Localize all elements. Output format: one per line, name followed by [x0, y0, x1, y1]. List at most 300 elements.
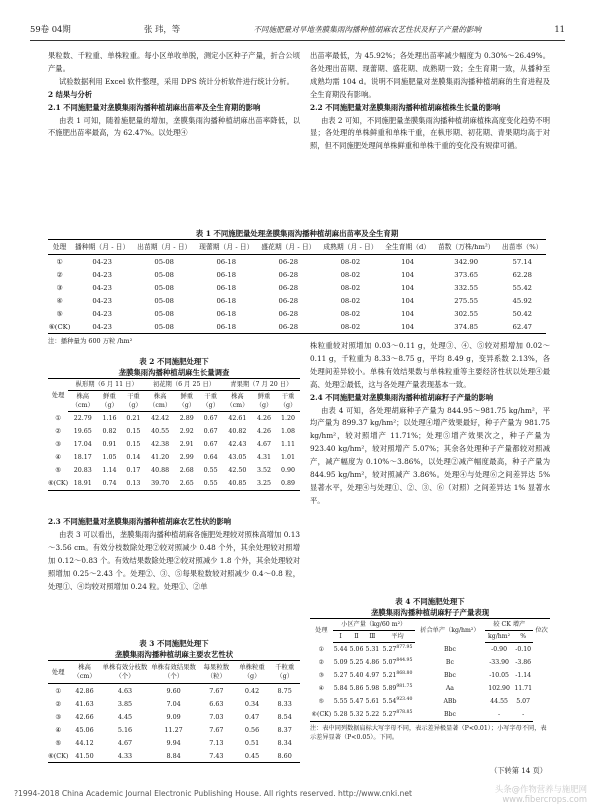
table-cell: 06-18 — [195, 320, 257, 334]
table-cell: 62.28 — [512, 270, 532, 279]
table-cell: ④ — [55, 725, 62, 734]
table-row — [310, 656, 550, 669]
watermark-line: 头条@作物营养与施肥网 — [494, 784, 587, 794]
subheader-cell: kg/hm² — [485, 631, 513, 643]
table-cell: 3.85 — [117, 699, 133, 708]
table-row — [48, 307, 546, 320]
table-cell: ⑤ — [56, 309, 63, 318]
header-cell: 播种期（月 - 日） — [71, 240, 133, 255]
table-cell: 4.26 — [257, 415, 272, 422]
table-cell: 0.42 — [244, 686, 260, 695]
table-cell: -10.05 — [489, 672, 509, 679]
running-header — [30, 22, 565, 36]
group-header: 小区产量（kg/60 m²） — [333, 619, 415, 631]
header-cell: 每果粒数（粒） — [198, 661, 235, 684]
table-cell: 4.63 — [117, 686, 133, 695]
table-row — [48, 294, 546, 307]
table-cell: 5.98 — [365, 685, 380, 692]
group-header: 青果期（7 月 20 日） — [223, 379, 300, 391]
paragraph: 由表 4 可知，各处理胡麻种子产量为 844.95～981.75 kg/hm²，平均产量为 899.37 kg/hm²；以处理④增产效果最好，种子产量为 981.75 kg/hm²，较对照增产 11.71%；处理⑤增产效果次之，种子产量为 923.40 kg/hm²，较对照增产 5.07%；其余各处理种子产量都较对照减产，减产幅度为 0.10%～3.86%，以处理②减产幅度最高，种子产量为 844.95 kg/hm²，较对照减产 3.86%。处理④与处理⑥之间差异达 5% 显著水平，处理④与处理①、②、③、⑥（对照）之间差异达 1% 显著水平。 — [310, 405, 550, 505]
table-cell: 0.56 — [244, 725, 260, 734]
table-cell: 7.43 — [198, 749, 235, 763]
table-cell: 5.47 — [349, 698, 364, 705]
table-cell: 9.09 — [166, 712, 181, 721]
table-row — [48, 268, 546, 281]
table-cell: -3.86 — [515, 659, 532, 666]
subheader-cell: % — [513, 631, 533, 643]
table-caption: 表 1 不同施肥量处理垄膜集雨沟播种植胡麻出苗率及全生育期 — [195, 229, 399, 238]
table-cell: 5.55 — [333, 698, 348, 705]
table-2-grid — [48, 378, 300, 491]
right-column-lower — [310, 340, 550, 508]
table-cell: 0.15 — [126, 428, 141, 435]
subheader-cell: Ⅰ — [333, 631, 349, 643]
table-cell: ④ — [318, 685, 325, 692]
table-cell: 2.65 — [175, 477, 199, 491]
significance-letters: 923.40 — [396, 697, 413, 703]
table-cell: 0.82 — [102, 428, 117, 435]
table-row — [48, 736, 300, 749]
yield-value: 5.21 — [382, 672, 397, 680]
header-cell: 盛花期（月 - 日） — [257, 240, 319, 255]
section-2-3 — [48, 516, 300, 593]
table-2 — [48, 356, 300, 491]
table-cell: - — [485, 708, 513, 722]
table-cell: 1.08 — [280, 428, 296, 435]
table-cell: ② — [55, 699, 62, 708]
table-cell: 8.75 — [277, 686, 292, 695]
table-cell: 05-08 — [154, 257, 175, 266]
table-cell: 0.45 — [235, 749, 270, 763]
table-cell: 104 — [401, 257, 415, 266]
subheader-cell: 鲜重（g） — [98, 391, 122, 412]
table-cell: 44.55 — [490, 698, 508, 705]
table-cell: 2.92 — [179, 428, 194, 435]
table-row — [310, 708, 550, 722]
table-row — [310, 682, 550, 695]
subsection-heading: 2.1 不同施肥量对垄膜集雨沟播种植胡麻出苗率及全生育期的影响 — [48, 102, 261, 112]
table-cell: 04-23 — [92, 257, 112, 266]
table-cell: 50.42 — [512, 309, 532, 318]
table-cell: Bbc — [415, 708, 486, 722]
table-cell: 06-18 — [216, 296, 237, 305]
header-cell: 折合单产（kg/hm²） — [415, 619, 486, 643]
table-row — [48, 281, 546, 294]
table-cell: 2.91 — [179, 441, 194, 448]
header-cell: 处理 — [48, 379, 68, 412]
table-3-grid — [48, 660, 300, 763]
table-row — [310, 695, 550, 708]
table-cell: 40.88 — [151, 467, 170, 474]
table-row — [48, 438, 300, 451]
caption-line: 垄膜集雨沟播种植胡麻生长量调查 — [118, 368, 230, 377]
table-cell: 42.42 — [151, 415, 170, 422]
table-cell: 3.25 — [252, 477, 276, 491]
table-3 — [48, 638, 300, 763]
caption-line: 表 2 不同施肥处理下 — [139, 357, 209, 366]
table-cell: ① — [318, 645, 325, 653]
table-cell: 5.16 — [117, 725, 133, 734]
table-cell: 0.89 — [276, 477, 300, 491]
table-cell: 06-28 — [278, 283, 299, 292]
subheader-cell: 干重（g） — [276, 391, 300, 412]
table-cell: 9.94 — [166, 738, 181, 747]
table-cell: 5.09 — [333, 659, 348, 666]
table-cell: 0.64 — [203, 454, 218, 461]
table-cell: 62.47 — [499, 320, 547, 334]
table-cell: 05-08 — [154, 270, 175, 279]
header-cell: 苗数（万株/hm²） — [434, 240, 499, 255]
table-cell: 374.85 — [434, 320, 499, 334]
table-cell: 4.67 — [117, 738, 133, 747]
table-cell: 6.63 — [209, 699, 224, 708]
table-cell: ① — [55, 686, 62, 695]
table-cell: ② — [318, 659, 325, 666]
left-column-top — [48, 50, 300, 140]
table-cell: 5.40 — [349, 672, 364, 679]
table-cell: 44.12 — [75, 738, 94, 747]
table-cell: 04-23 — [71, 320, 133, 334]
table-cell: ① — [55, 414, 61, 422]
header-cell: 出苗率（%） — [499, 240, 547, 255]
table-cell: -0.90 — [491, 646, 508, 653]
table-cell: 40.85 — [223, 477, 252, 491]
header-rule — [30, 40, 565, 41]
table-row — [48, 320, 546, 334]
header-title: 不同施肥量对旱地垄膜集雨沟播种植胡麻农艺性状及籽子产量的影响 — [253, 24, 482, 34]
table-cell: 8.84 — [149, 749, 198, 763]
table-cell — [380, 643, 414, 657]
table-note: 注：表中同列数据肩标大写字母不同，表示差异极显著（P<0.01）；小写字母不同，表示差异显著（P<0.05）。下同。 — [310, 725, 547, 741]
table-cell: ④ — [56, 296, 63, 305]
table-cell: -33.90 — [489, 659, 509, 666]
table-row — [48, 255, 546, 269]
table-cell: 42.66 — [75, 712, 94, 721]
table-cell: 06-28 — [278, 270, 299, 279]
table-cell: -1.14 — [515, 672, 532, 679]
table-cell: Aa — [445, 685, 455, 692]
table-cell: 40.82 — [228, 428, 247, 435]
header-cell: 处理 — [48, 661, 68, 684]
table-cell: 7.13 — [209, 738, 224, 747]
table-cell: 0.21 — [126, 415, 141, 422]
paragraph: 出苗率最低，为 45.92%；各处理出苗率减少幅度为 0.30%～26.49%。各处理出苗期、现蕾期、盛花期、成熟期一致；全生育期一致，从播种至成熟均需 104 d。说明不同施肥量对垄膜集雨沟播种植胡麻的生育进程及全生育期没有影响。 — [310, 51, 550, 99]
subheader-cell: 株高（cm） — [145, 391, 174, 412]
copyright-line: ?1994-2018 China Academic Journal Electronic Publishing House. All rights reserved. http://www.cnki.net — [14, 789, 413, 798]
table-cell: 1.16 — [102, 415, 117, 422]
header-cell: 株高（cm） — [68, 661, 100, 684]
right-column-top — [310, 50, 550, 153]
table-cell — [380, 708, 414, 722]
table-cell: 5.32 — [349, 708, 365, 722]
group-header: 较 CK 增产 — [485, 619, 533, 631]
group-header: 初花期（6 月 25 日） — [145, 379, 222, 391]
table-cell: 04-23 — [92, 270, 112, 279]
table-cell: 11.27 — [164, 725, 183, 734]
yield-value: 5.27 — [382, 711, 397, 719]
caption-line: 表 4 不同施肥处理下 — [395, 597, 465, 606]
table-cell: 1.14 — [102, 467, 117, 474]
table-cell — [380, 682, 414, 695]
table-cell: 0.34 — [244, 699, 260, 708]
table-cell: 41.63 — [75, 699, 94, 708]
subheader-cell: Ⅲ — [364, 631, 380, 643]
table-cell: 5.27 — [333, 672, 348, 679]
table-cell: 104 — [401, 309, 415, 318]
table-cell: 1.01 — [280, 454, 296, 461]
table-cell: 104 — [381, 320, 433, 334]
table-cell: ⑥(CK) — [48, 477, 68, 491]
header-cell: 出苗期（月 - 日） — [133, 240, 195, 255]
table-cell: 08-02 — [319, 320, 381, 334]
section-heading: 2 结果与分析 — [48, 89, 93, 99]
table-cell: 0.13 — [121, 477, 145, 491]
table-cell: ABb — [443, 698, 457, 705]
continued-note: （下转第 14 页） — [490, 766, 547, 775]
table-cell: 39.70 — [145, 477, 174, 491]
table-cell: 19.65 — [73, 428, 92, 435]
table-cell: 06-18 — [216, 309, 237, 318]
table-cell: 0.67 — [203, 441, 218, 448]
table-cell: Bc — [445, 659, 454, 666]
table-cell: 104 — [401, 296, 415, 305]
table-cell: 7.03 — [209, 712, 224, 721]
table-cell: 0.55 — [203, 467, 218, 474]
table-cell: ⑥(CK) — [310, 708, 333, 722]
footer — [0, 786, 595, 808]
subheader-cell: 株高（cm） — [68, 391, 97, 412]
table-cell: Bbc — [443, 672, 456, 679]
paragraph: 由表 3 可以看出，垄膜集雨沟播种植胡麻各施肥处理较对照株高增加 0.13～3.56 cm。有效分枝数除处理②较对照减少 0.48 个外，其余处理较对照增加 0.12～0.83 个。有效结果数除处理②较对照减少 1.8 个外，其余处理较对照增加 0.25～2.43 个。处理②、③、⑤每果粒数较对照减少 0.4～0.8 粒，处理①、④均较对照增加 0.24 粒。处理①、②单 — [48, 529, 300, 591]
table-cell: 55.42 — [512, 283, 532, 292]
table-cell: 04-23 — [92, 309, 112, 318]
table-1 — [48, 228, 546, 345]
table-cell: 08-02 — [340, 309, 361, 318]
table-cell: 0.74 — [98, 477, 122, 491]
table-4 — [310, 596, 550, 742]
table-caption — [48, 356, 300, 378]
table-cell: 0.67 — [203, 415, 218, 422]
table-cell: ③ — [55, 712, 62, 721]
table-cell: 4.33 — [101, 749, 150, 763]
table-cell: 342.90 — [454, 257, 479, 266]
table-cell: 4.26 — [257, 428, 272, 435]
table-cell: 08-02 — [340, 270, 361, 279]
table-cell: 3.52 — [257, 467, 272, 474]
table-cell: 18.91 — [68, 477, 97, 491]
table-cell: 5.61 — [365, 698, 380, 705]
caption-line: 垄膜集雨沟播种植胡麻籽子产量表现 — [370, 608, 490, 617]
table-cell: ② — [55, 428, 61, 435]
table-row — [48, 464, 300, 477]
table-cell: 08-02 — [340, 283, 361, 292]
table-cell: ② — [56, 270, 63, 279]
watermark — [495, 784, 587, 804]
table-cell: 11.71 — [514, 685, 533, 692]
table-row — [48, 425, 300, 438]
significance-letters: 877.95 — [396, 645, 413, 651]
table-row — [48, 451, 300, 464]
header-cell: 单株有效分枝数（个） — [101, 661, 150, 684]
table-caption — [310, 596, 550, 618]
yield-value: 5.89 — [382, 685, 397, 693]
table-cell: 1.05 — [102, 454, 117, 461]
table-cell: 06-28 — [278, 309, 299, 318]
table-cell: 06-28 — [257, 320, 319, 334]
table-cell: 42.38 — [151, 441, 170, 448]
table-cell: 05-08 — [154, 296, 175, 305]
table-row — [310, 643, 550, 657]
table-cell: 5.07 — [516, 698, 531, 705]
table-cell: 8.33 — [277, 699, 292, 708]
table-row — [48, 477, 300, 491]
table-cell: 57.14 — [512, 257, 532, 266]
table-cell: 0.90 — [280, 467, 296, 474]
table-cell: 4.97 — [365, 672, 380, 679]
table-cell: 06-28 — [278, 296, 299, 305]
table-cell: 0.67 — [203, 428, 218, 435]
table-cell: 4.67 — [257, 441, 272, 448]
subheader-cell: 株高（cm） — [223, 391, 252, 412]
table-cell: 332.55 — [454, 283, 479, 292]
group-header: 枞形期（6 月 11 日） — [68, 379, 145, 391]
table-row — [48, 697, 300, 710]
volume-issue: 59卷 04期 — [30, 24, 71, 34]
table-cell: 17.04 — [73, 441, 92, 448]
table-cell — [380, 656, 414, 669]
table-cell: 0.55 — [199, 477, 223, 491]
yield-value: 5.27 — [382, 646, 397, 654]
table-cell: 104 — [401, 283, 415, 292]
table-note: 注：播种量为 600 万粒 /hm² — [48, 337, 133, 345]
table-cell: 9.60 — [166, 686, 181, 695]
table-cell: 06-18 — [216, 257, 237, 266]
header-authors: 张 玮，等 — [143, 24, 181, 34]
table-cell: 102.90 — [488, 685, 510, 692]
table-cell: 1.11 — [280, 441, 296, 448]
table-cell: 0.17 — [126, 467, 141, 474]
table-cell: 5.31 — [365, 646, 380, 653]
table-cell: 1.20 — [280, 415, 296, 422]
table-cell: 08-02 — [340, 296, 361, 305]
yield-value: 5.07 — [382, 659, 397, 667]
table-cell: Bbc — [443, 645, 456, 653]
paragraph: 由表 2 可知，不同施肥量垄膜集雨沟播种植胡麻植株高度变化趋势不明显；各处理的单株鲜重和单株干重，在枞形期、初花期、青果期均高于对照，但不同施肥处理间单株鲜重和单株干重的变化没有规律可循。 — [310, 115, 550, 151]
table-cell: ③ — [55, 441, 61, 448]
table-cell: 05-08 — [133, 320, 195, 334]
table-cell: 0.91 — [102, 441, 117, 448]
table-cell: 302.55 — [454, 309, 479, 318]
table-cell: 06-18 — [216, 270, 237, 279]
table-cell: 0.47 — [244, 712, 260, 721]
table-1-grid — [48, 239, 546, 334]
header-cell: 处理 — [48, 240, 71, 255]
subheader-cell: 鲜重（g） — [175, 391, 199, 412]
table-row — [310, 669, 550, 682]
header-cell: 位次 — [533, 619, 550, 643]
header-cell: 处理 — [310, 619, 333, 643]
table-cell: 04-23 — [92, 296, 112, 305]
table-cell: 06-18 — [216, 283, 237, 292]
table-cell: 42.50 — [228, 467, 247, 474]
header-cell: 成熟期（月 - 日） — [319, 240, 381, 255]
table-cell: 7.67 — [209, 725, 224, 734]
significance-letters: 981.75 — [396, 684, 413, 690]
table-cell: 42.86 — [75, 686, 94, 695]
table-cell: 8.37 — [277, 725, 292, 734]
table-cell: ④ — [55, 454, 61, 461]
table-cell: 373.65 — [454, 270, 479, 279]
subheader-cell: 平均 — [380, 631, 414, 643]
subheader-cell: 鲜重（g） — [252, 391, 276, 412]
table-cell: 7.04 — [166, 699, 181, 708]
table-cell: 5.86 — [349, 685, 364, 692]
table-cell: 40.55 — [151, 428, 170, 435]
table-cell: 2.89 — [179, 415, 194, 422]
table-cell: 2.99 — [179, 454, 194, 461]
table-cell: 0.14 — [126, 454, 141, 461]
header-cell: 全生育期（d） — [381, 240, 433, 255]
table-cell — [380, 695, 414, 708]
header-cell: 单株粒重（g） — [235, 661, 270, 684]
table-cell: 104 — [401, 270, 415, 279]
table-cell: 7.67 — [209, 686, 224, 695]
table-row — [48, 684, 300, 698]
table-cell: 8.34 — [277, 738, 292, 747]
table-cell: 4.45 — [117, 712, 133, 721]
table-cell: 20.83 — [73, 467, 92, 474]
table-4-grid — [310, 618, 550, 722]
table-cell: ③ — [56, 283, 63, 292]
paragraph: 果粒数、千粒重、单株粒重。每小区单收单脱，测定小区种子产量，折合公顷产量。 — [48, 51, 300, 73]
table-cell: 05-08 — [154, 283, 175, 292]
table-cell: 5.06 — [349, 646, 364, 653]
table-cell — [380, 669, 414, 682]
table-cell: 18.17 — [73, 454, 92, 461]
table-cell: ⑥(CK) — [48, 749, 68, 763]
table-cell: 04-23 — [92, 283, 112, 292]
table-cell: -0.10 — [515, 646, 532, 653]
table-cell: 42.61 — [228, 415, 247, 422]
caption-line: 垄膜集雨沟播种植胡麻主要农艺性状 — [114, 650, 234, 659]
table-cell: ⑤ — [55, 738, 62, 747]
table-cell: 0.51 — [244, 738, 260, 747]
table-cell: 0.15 — [126, 441, 141, 448]
table-cell: 5.44 — [333, 646, 348, 653]
table-cell: 8.60 — [269, 749, 300, 763]
table-cell: 8.54 — [277, 712, 292, 721]
subsection-heading: 2.2 不同施肥量对垄膜集雨沟播种植胡麻植株生长量的影响 — [310, 102, 501, 112]
subheader-cell: 干重（g） — [199, 391, 223, 412]
header-cell: 千粒重（g） — [269, 661, 300, 684]
table-cell: ⑥(CK) — [48, 320, 71, 334]
table-cell: 275.55 — [454, 296, 479, 305]
table-cell: 42.43 — [228, 441, 247, 448]
table-cell: 5.22 — [364, 708, 380, 722]
table-row — [48, 710, 300, 723]
caption-line: 表 3 不同施肥处理下 — [139, 639, 209, 648]
table-caption — [48, 638, 300, 660]
significance-letters: 868.80 — [396, 671, 413, 677]
header-cell: 单株有效结果数（个） — [149, 661, 198, 684]
significance-letters: 844.95 — [396, 658, 413, 664]
table-cell: 22.79 — [73, 415, 92, 422]
yield-value: 5.54 — [382, 698, 397, 706]
watermark-line: www.fibercrops.com — [502, 794, 587, 804]
subsection-heading: 2.4 不同施肥量对垄膜集雨沟播种植胡麻籽子产量的影响 — [310, 392, 494, 402]
table-cell: ① — [56, 257, 63, 266]
table-cell: 08-02 — [340, 257, 361, 266]
